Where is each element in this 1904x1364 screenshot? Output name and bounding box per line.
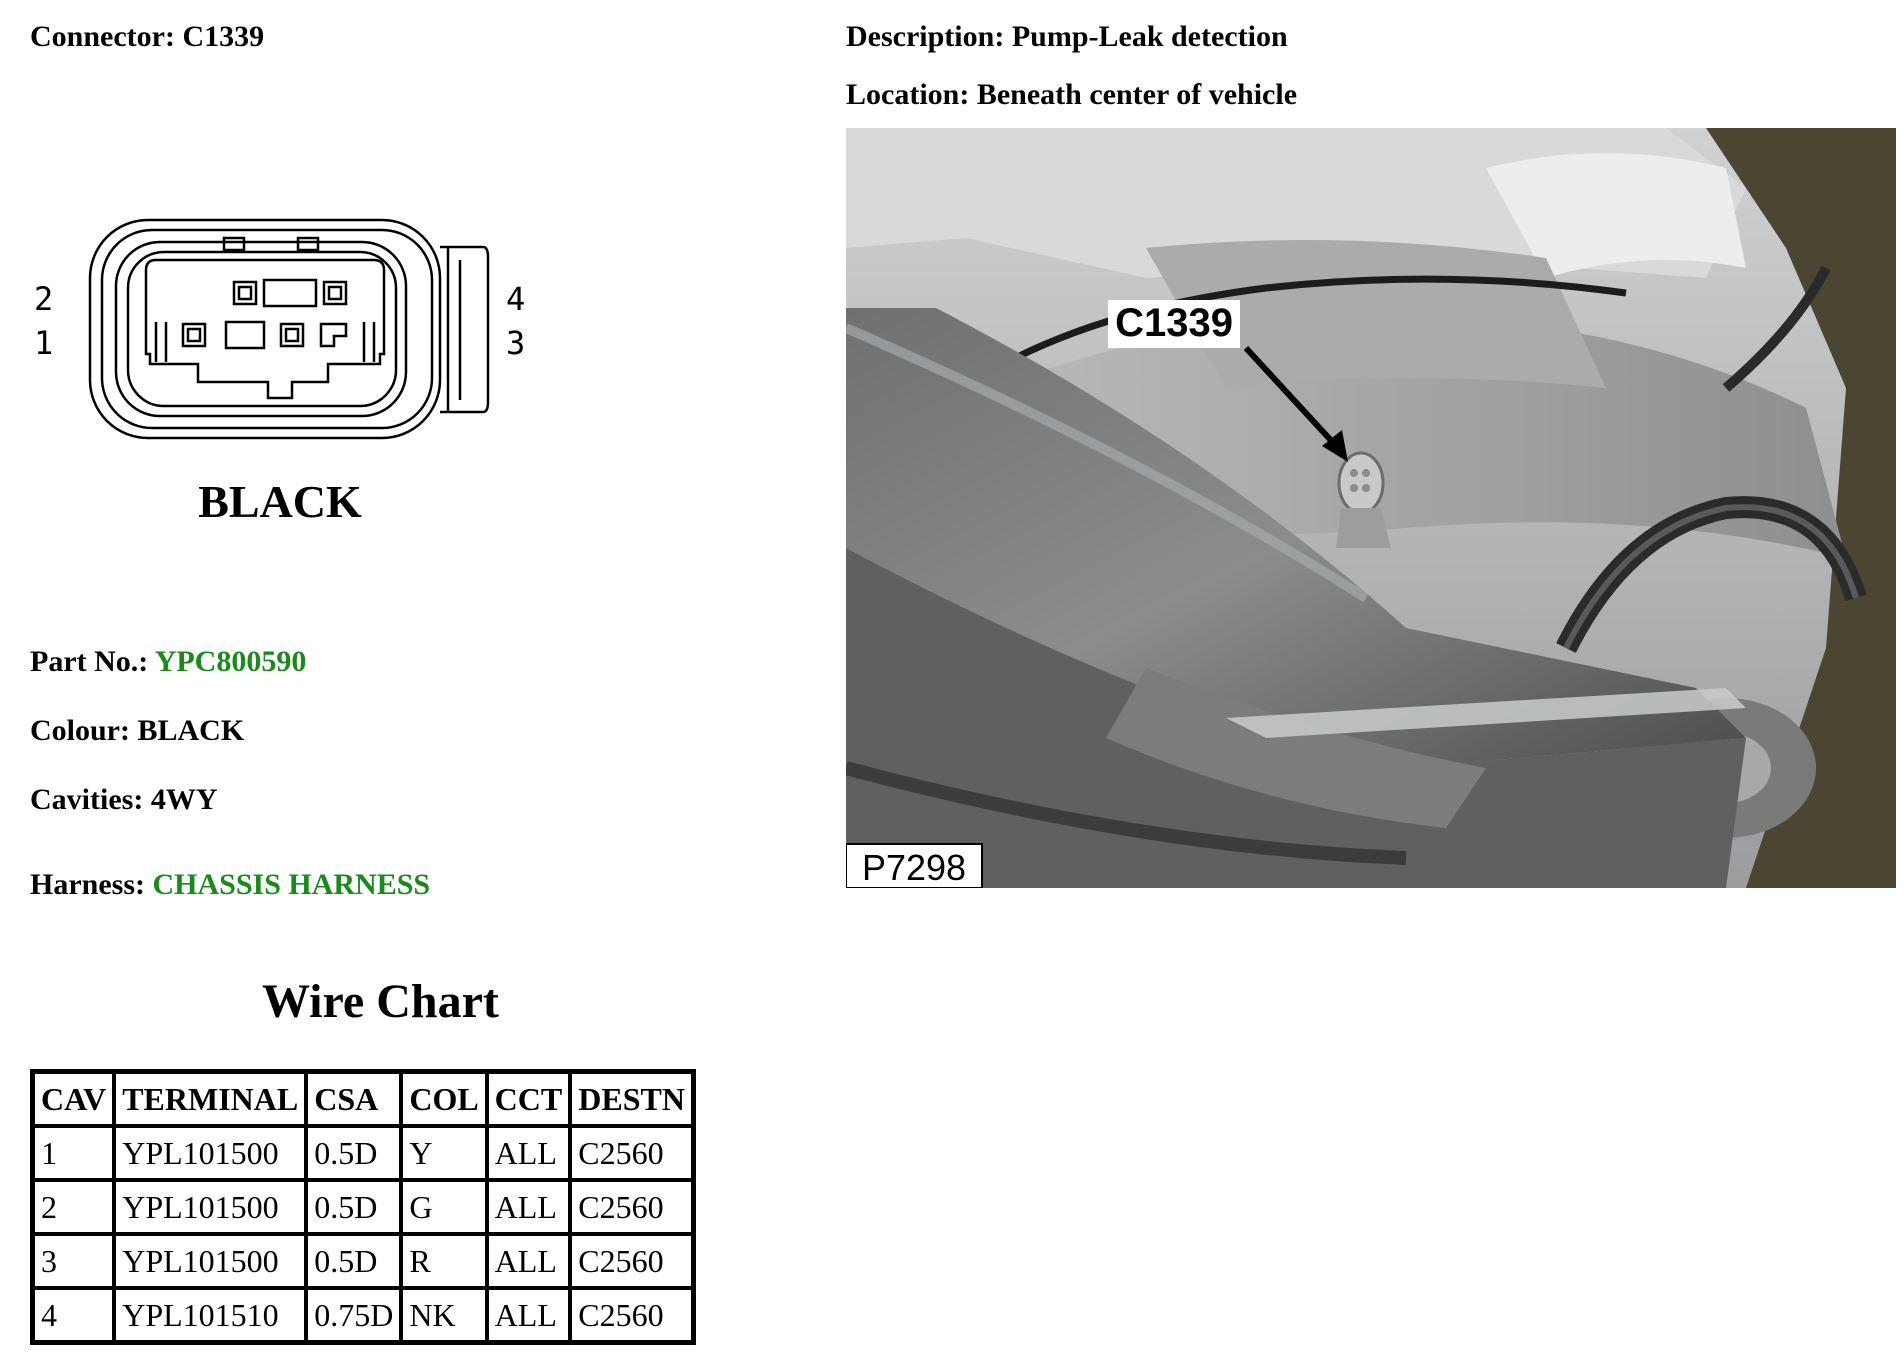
description-value: Pump-Leak detection — [1011, 20, 1288, 53]
terminal-3 — [281, 324, 303, 346]
pin-label-3: 3 — [506, 324, 526, 362]
connector-shell-3 — [116, 242, 406, 416]
cell-csa: 0.75D — [306, 1288, 401, 1343]
table-row — [33, 1180, 694, 1234]
location-value: Beneath center of vehicle — [976, 78, 1298, 111]
connector-field — [30, 22, 264, 52]
cell-col: R — [401, 1234, 486, 1288]
table-row — [33, 1288, 694, 1343]
connector-value: C1339 — [182, 20, 265, 53]
cell-col: G — [401, 1180, 486, 1234]
header-destn: DESTN — [570, 1072, 693, 1127]
pin-label-4: 4 — [506, 280, 526, 318]
location-label: Location: — [846, 78, 970, 111]
pin-label-1: 1 — [34, 324, 54, 362]
part-no-link[interactable]: YPC800590 — [154, 645, 307, 678]
cell-terminal: YPL101500 — [114, 1234, 306, 1288]
cavities-label: Cavities: — [30, 783, 144, 816]
connector-key-top — [264, 280, 316, 306]
cell-terminal: YPL101510 — [114, 1288, 306, 1343]
cell-cav: 3 — [33, 1234, 115, 1288]
colour-label: Colour: — [30, 714, 130, 747]
diagram-colour-caption: BLACK — [198, 476, 362, 527]
connector-label: Connector: — [30, 20, 175, 53]
cell-cct: ALL — [487, 1126, 571, 1180]
harness-link[interactable]: CHASSIS HARNESS — [152, 868, 431, 901]
colour-value: BLACK — [137, 714, 245, 747]
wire-chart-title: Wire Chart — [262, 975, 499, 1028]
cell-destn: C2560 — [570, 1126, 693, 1180]
terminal-4 — [324, 282, 346, 304]
terminal-2 — [234, 282, 256, 304]
pin-label-2: 2 — [34, 280, 54, 318]
table-row — [33, 1126, 694, 1180]
wire-chart-table — [30, 1069, 696, 1345]
part-no-label: Part No.: — [30, 645, 149, 678]
location-photo — [846, 128, 1896, 888]
header-cct: CCT — [487, 1072, 571, 1127]
wire-chart-header-row — [33, 1072, 694, 1127]
table-row — [33, 1234, 694, 1288]
header-cav: CAV — [33, 1072, 115, 1127]
cell-col: NK — [401, 1288, 486, 1343]
cell-col: Y — [401, 1126, 486, 1180]
cell-destn: C2560 — [570, 1288, 693, 1343]
cell-cct: ALL — [487, 1288, 571, 1343]
cell-cct: ALL — [487, 1234, 571, 1288]
description-field — [846, 22, 1288, 52]
part-no-field — [30, 647, 306, 677]
connector-key-bottom — [226, 322, 264, 348]
cell-cav: 2 — [33, 1180, 115, 1234]
cell-csa: 0.5D — [306, 1234, 401, 1288]
cavities-field — [30, 785, 217, 815]
description-label: Description: — [846, 20, 1005, 53]
header-csa: CSA — [306, 1072, 401, 1127]
terminal-3-polarizer — [321, 324, 346, 346]
cell-terminal: YPL101500 — [114, 1126, 306, 1180]
photo-ref-label: P7298 — [861, 847, 967, 888]
cell-terminal: YPL101500 — [114, 1180, 306, 1234]
cavities-value: 4WY — [150, 783, 218, 816]
cell-csa: 0.5D — [306, 1180, 401, 1234]
header-terminal: TERMINAL — [114, 1072, 306, 1127]
location-field — [846, 80, 1297, 110]
colour-field — [30, 716, 244, 746]
cell-cav: 1 — [33, 1126, 115, 1180]
connector-face-diagram — [28, 212, 548, 542]
terminal-1 — [183, 324, 205, 346]
cell-destn: C2560 — [570, 1180, 693, 1234]
cell-csa: 0.5D — [306, 1126, 401, 1180]
cell-destn: C2560 — [570, 1234, 693, 1288]
header-col: COL — [401, 1072, 486, 1127]
harness-label: Harness: — [30, 868, 145, 901]
cell-cav: 4 — [33, 1288, 115, 1343]
callout-label: C1339 — [1115, 301, 1233, 345]
harness-field — [30, 870, 430, 900]
cell-cct: ALL — [487, 1180, 571, 1234]
